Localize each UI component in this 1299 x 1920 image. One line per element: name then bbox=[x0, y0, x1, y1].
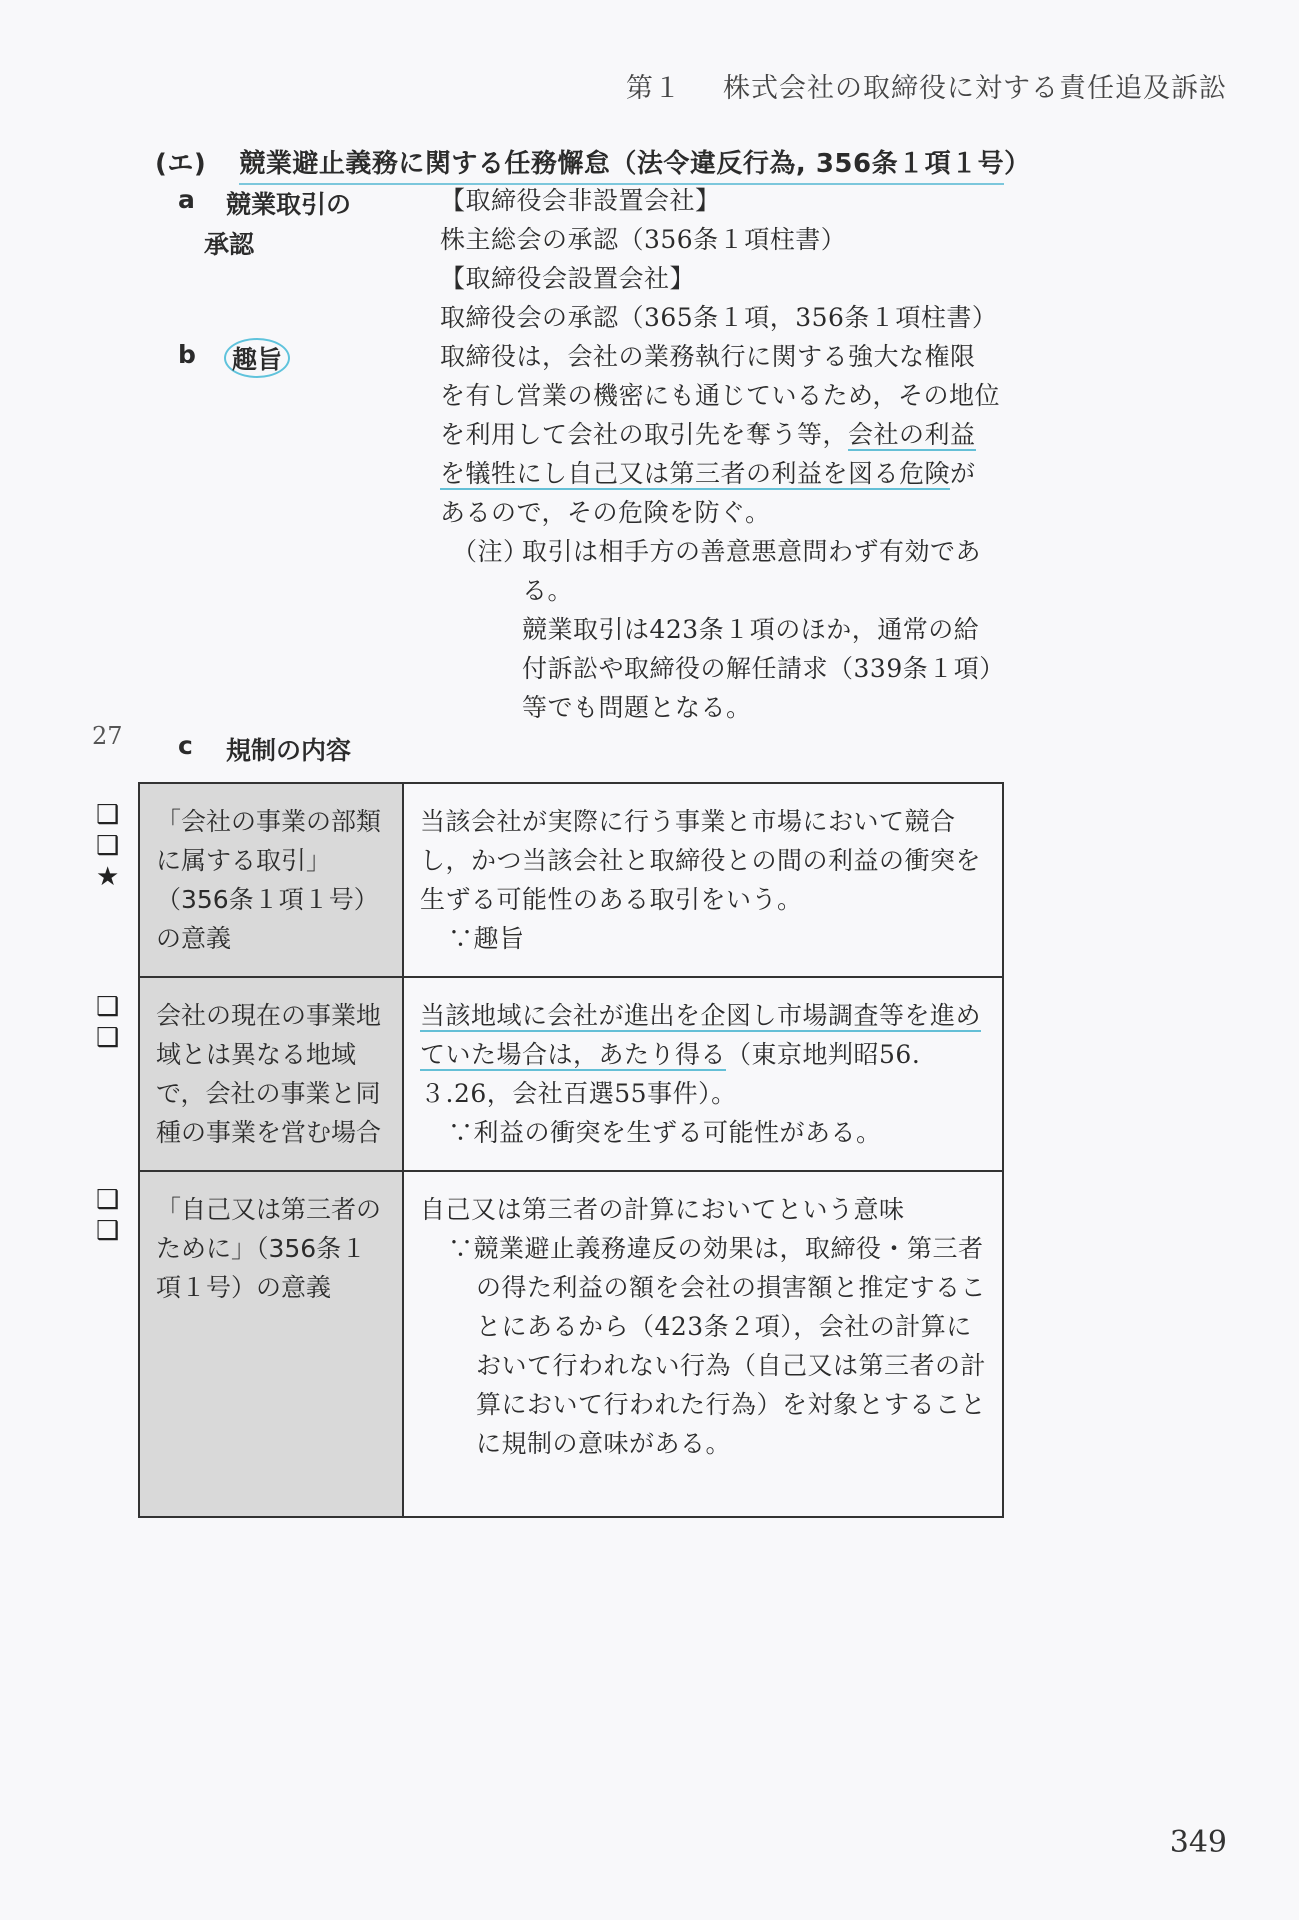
table-row-heading: 「自己又は第三者のために」（356条１項１号）の意義 bbox=[139, 1171, 403, 1517]
page-number: 349 bbox=[1169, 1825, 1227, 1860]
section-title-end: ） bbox=[1004, 149, 1031, 179]
running-header bbox=[626, 66, 1227, 105]
table-row-content bbox=[403, 1171, 1003, 1517]
row-1-checkbox-marks: ❑ ❑ ★ bbox=[96, 800, 120, 892]
section-title bbox=[155, 143, 1031, 180]
table-row-heading: 会社の現在の事業地域とは異なる地域で，会社の事業と同種の事業を営む場合 bbox=[139, 977, 403, 1171]
row-1-reason: ∵趣旨 bbox=[448, 924, 525, 953]
row-3-checkbox-marks: ❑ ❑ bbox=[96, 1185, 120, 1246]
table-row-content bbox=[403, 783, 1003, 977]
note-line: 競業取引は423条１項のほか，通常の給付訴訟や取締役の解任請求（339条１項）等でも問題となる。 bbox=[522, 615, 993, 722]
margin-number: 27 bbox=[92, 722, 123, 750]
item-c-marker: c bbox=[178, 731, 193, 760]
row-3-reason: ∵競業避止義務違反の効果は，取締役・第三者の得た利益の額を会社の損害額と推定することにあるから（423条２項），会社の計算において行われない行為（自己又は第三者の計算において行われた行為）を対象とすることに規制の意味がある。 bbox=[448, 1234, 987, 1458]
item-a-marker: a bbox=[178, 185, 195, 214]
note-label: （注） bbox=[452, 537, 529, 566]
item-c-label: 規制の内容 bbox=[226, 736, 352, 765]
item-b-text: 取締役は，会社の業務執行に関する強大な権限を有し営業の機密にも通じているため，その地位を利用して会社の取引先を奪う等， bbox=[440, 342, 1001, 449]
item-a-line: 【取締役会設置会社】 bbox=[440, 264, 696, 293]
item-a-content bbox=[440, 181, 1000, 337]
row-2-checkbox-marks: ❑ ❑ bbox=[96, 992, 120, 1053]
item-a-line: 株主総会の承認（356条１項柱書） bbox=[440, 225, 847, 254]
item-b-highlight: 会社の利益を犠牲にし自己又は第三者の利益を図る危険 bbox=[440, 420, 976, 488]
table-row bbox=[139, 977, 1003, 1171]
table-row-heading: 「会社の事業の部類に属する取引」（356条１項１号）の意義 bbox=[139, 783, 403, 977]
item-a-line: 取締役会の承認（365条１項，356条１項柱書） bbox=[440, 303, 998, 332]
section-number: (エ) bbox=[155, 149, 207, 179]
row-2-reason: ∵利益の衝突を生ずる可能性がある。 bbox=[448, 1118, 882, 1147]
regulation-table bbox=[138, 782, 1004, 1518]
item-b-content bbox=[440, 337, 1000, 532]
item-b-label bbox=[230, 338, 290, 378]
table-row bbox=[139, 1171, 1003, 1517]
section-title-text: 競業避止義務に関する任務懈怠（法令違反行為, 356条１項１号 bbox=[239, 149, 1004, 185]
row-2-highlight: 当該地域に会社が進出を企図し市場調査等を進めていた場合は，あたり得る bbox=[420, 1001, 982, 1069]
row-2-text-end: （東京地判昭56.３.26，会社百選55事件）。 bbox=[420, 1040, 921, 1108]
chapter-number: 第１ bbox=[625, 73, 682, 104]
item-b-marker: b bbox=[178, 340, 196, 369]
note-line: 取引は相手方の善意悪意問わず有効である。 bbox=[522, 537, 982, 605]
table-row bbox=[139, 783, 1003, 977]
table-row-content bbox=[403, 977, 1003, 1171]
row-3-text: 自己又は第三者の計算においてという意味 bbox=[420, 1195, 905, 1224]
item-b-label-text: 趣旨 bbox=[224, 338, 290, 378]
row-1-text: 当該会社が実際に行う事業と市場において競合し，かつ当該会社と取締役との間の利益の衝突を生ずる可能性のある取引をいう。 bbox=[420, 807, 982, 914]
item-a-label-2: 承認 bbox=[204, 230, 255, 259]
chapter-title: 株式会社の取締役に対する責任追及訴訟 bbox=[723, 73, 1227, 104]
item-a-label-1: 競業取引の bbox=[226, 190, 352, 219]
item-b-note bbox=[452, 532, 1002, 727]
item-a-line: 【取締役会非設置会社】 bbox=[440, 186, 721, 215]
item-b-text-end: があるので，その危険を防ぐ。 bbox=[440, 459, 976, 527]
